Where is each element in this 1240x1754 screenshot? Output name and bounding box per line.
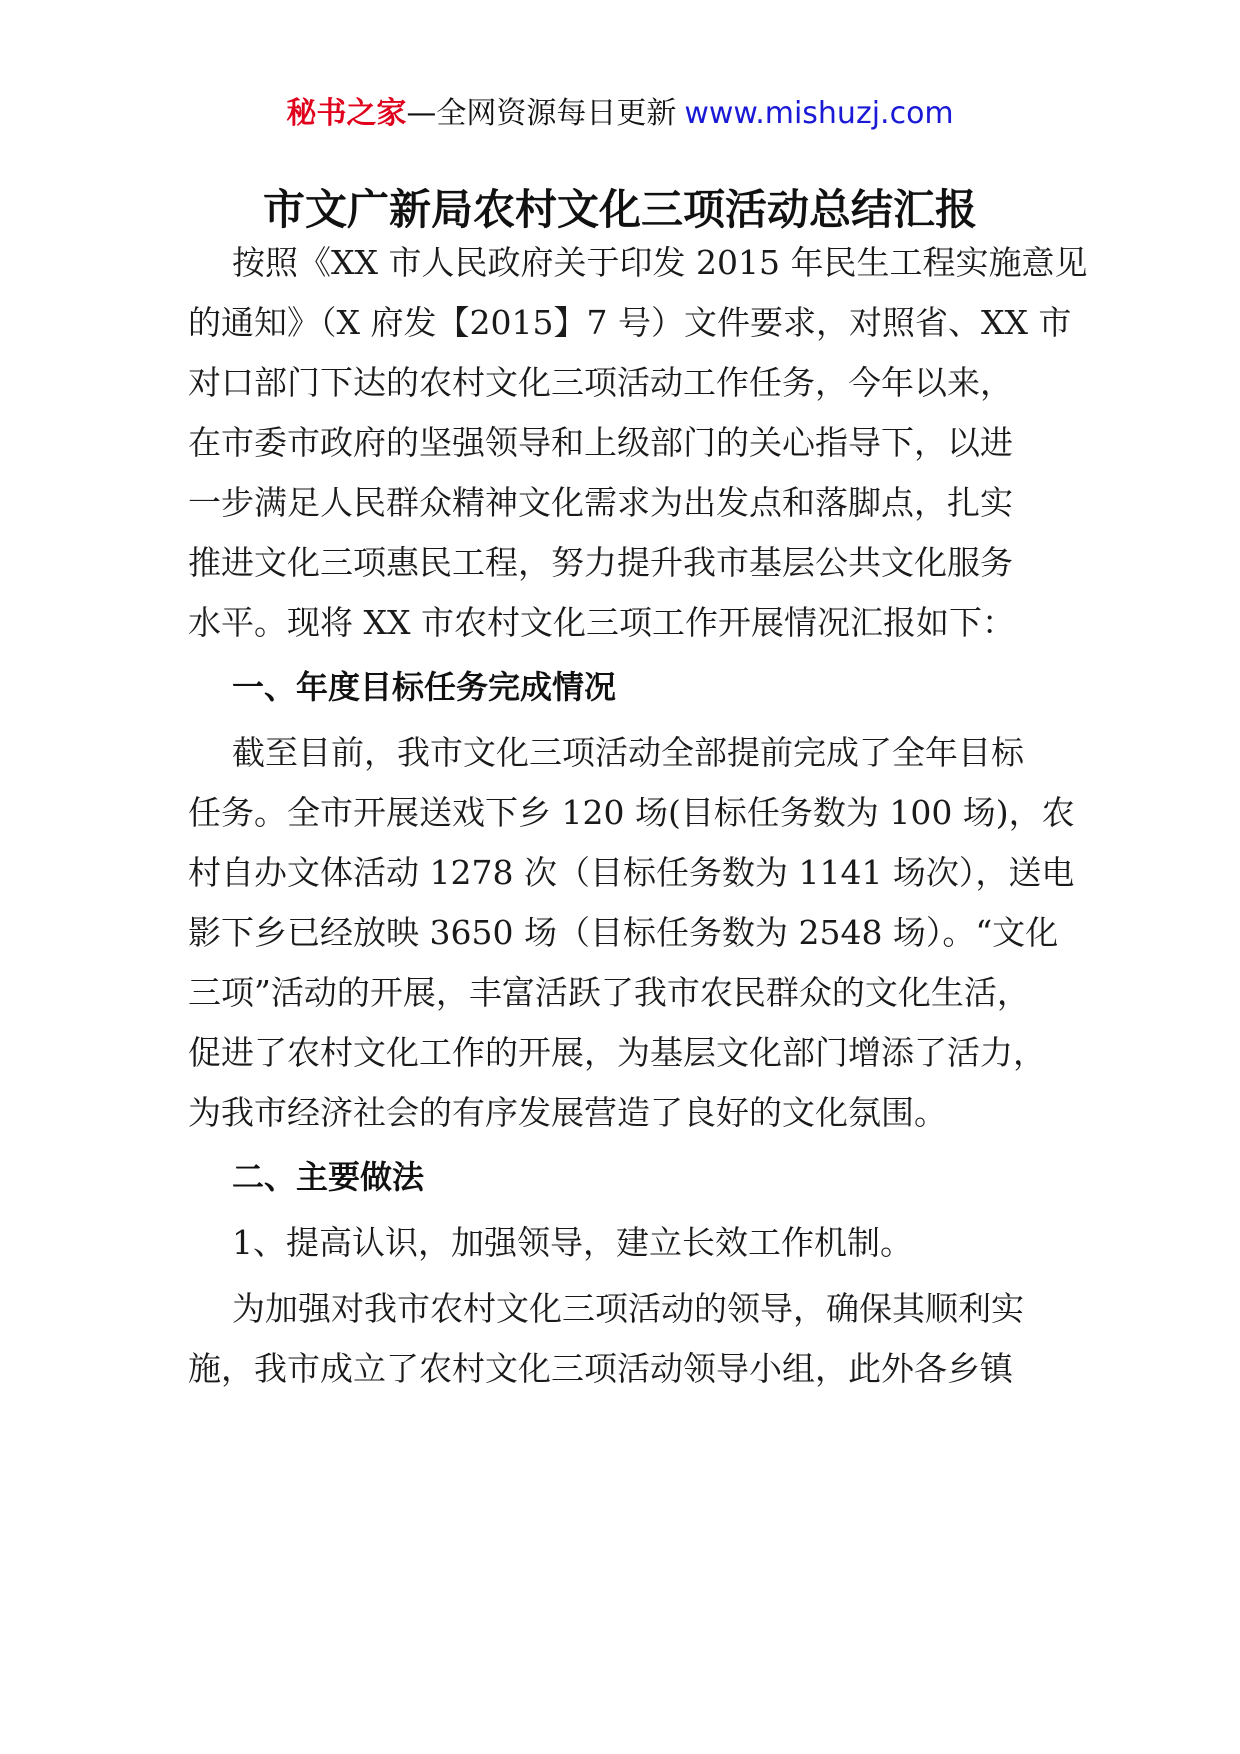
paragraph-line: 一步满足人民群众精神文化需求为出发点和落脚点，扎实 (188, 483, 1013, 522)
section-heading: 一、年度目标任务完成情况 (232, 668, 617, 706)
paragraph-line: 为加强对我市农村文化三项活动的领导，确保其顺利实 (232, 1289, 1024, 1328)
site-tagline: —全网资源每日更新 (406, 96, 677, 131)
paragraph-line: 村自办文体活动 1278 次（目标任务数为 1141 场次），送电 (188, 853, 1075, 892)
paragraph-line: 水平。现将 XX 市农村文化三项工作开展情况汇报如下： (188, 603, 1015, 642)
paragraph-line: 施，我市成立了农村文化三项活动领导小组，此外各乡镇 (188, 1349, 1013, 1388)
paragraph-line: 任务。全市开展送戏下乡 120 场(目标任务数为 100 场)，农 (188, 793, 1075, 832)
paragraph-line: 推进文化三项惠民工程，努力提升我市基层公共文化服务 (188, 543, 1013, 582)
section-heading: 二、主要做法 (232, 1158, 425, 1196)
paragraph-line: 为我市经济社会的有序发展营造了良好的文化氛围。 (188, 1093, 947, 1132)
paragraph-line: 的通知》（X 府发【2015】7 号）文件要求，对照省、XX 市 (188, 303, 1072, 342)
paragraph-line: 截至目前，我市文化三项活动全部提前完成了全年目标 (232, 733, 1024, 772)
paragraph-line: 三项”活动的开展，丰富活跃了我市农民群众的文化生活， (188, 973, 1030, 1012)
site-brand: 秘书之家 (286, 96, 407, 131)
document-title: 市文广新局农村文化三项活动总结汇报 (262, 185, 977, 234)
paragraph-line: 在市委市政府的坚强领导和上级部门的关心指导下，以进 (188, 423, 1013, 462)
paragraph-line: 对口部门下达的农村文化三项活动工作任务，今年以来， (188, 363, 1013, 402)
subsection-item: 1、提高认识，加强领导，建立长效工作机制。 (232, 1223, 913, 1262)
site-url-link[interactable]: www.mishuzj.com (684, 96, 954, 131)
paragraph-line: 促进了农村文化工作的开展，为基层文化部门增添了活力， (188, 1033, 1046, 1072)
paragraph-line: 影下乡已经放映 3650 场（目标任务数为 2548 场）。“文化 (188, 913, 1059, 952)
paragraph-line: 按照《XX 市人民政府关于印发 2015 年民生工程实施意见 (232, 243, 1088, 282)
site-header (0, 92, 1240, 136)
